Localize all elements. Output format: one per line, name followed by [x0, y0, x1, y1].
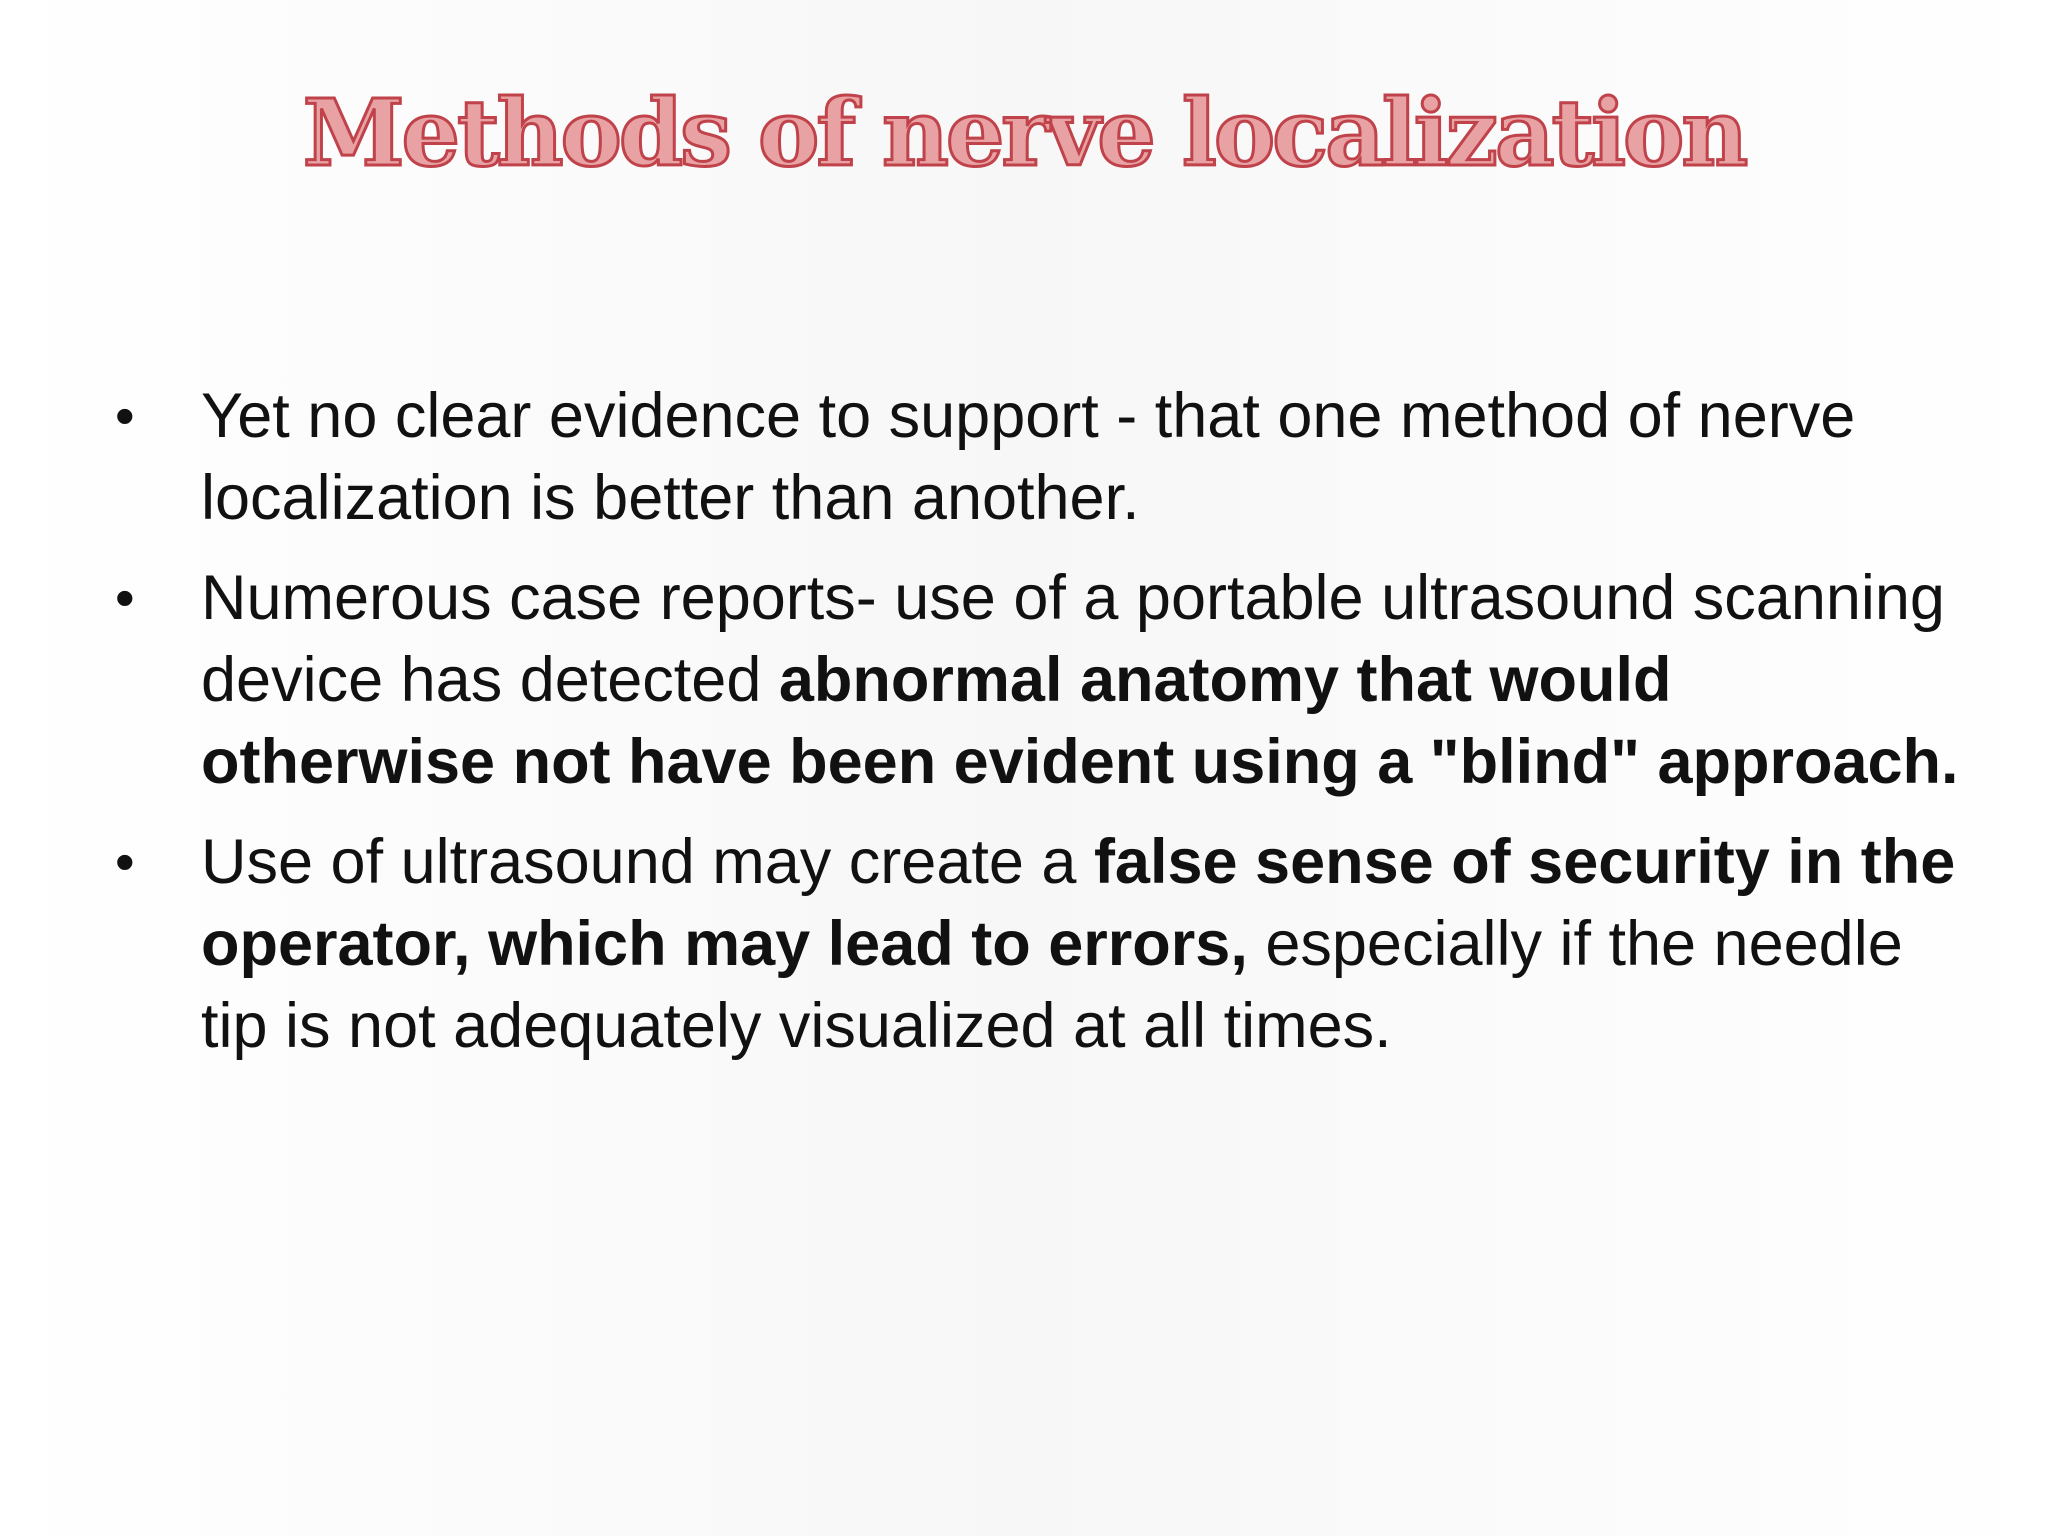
- bullet-dot-icon: •: [115, 566, 135, 629]
- bullet-item: [115, 375, 1975, 539]
- bullet-text-tail: especially if the needle tip is not adequately visualized at all times.: [201, 909, 1903, 1061]
- bullet-text: Use of ultrasound may create a: [201, 827, 1094, 897]
- slide-title: Methods of nerve localization: [302, 79, 1746, 187]
- bullet-text: Numerous case reports- use of a portable ultrasound scanning device has detected: [201, 563, 1945, 715]
- bullet-item: [115, 557, 1975, 803]
- bullet-item: [115, 821, 1975, 1067]
- bullet-list: [115, 375, 1975, 1085]
- bullet-text: Yet no clear evidence to support - that one method of nerve localization is better than another.: [201, 381, 1856, 533]
- bullet-dot-icon: •: [115, 830, 135, 893]
- bullet-emphasis: false sense of security in the operator, which may lead to errors,: [201, 827, 1956, 979]
- bullet-dot-icon: •: [115, 384, 135, 447]
- bullet-emphasis: abnormal anatomy that would otherwise not have been evident using a "blind" approach.: [201, 645, 1959, 797]
